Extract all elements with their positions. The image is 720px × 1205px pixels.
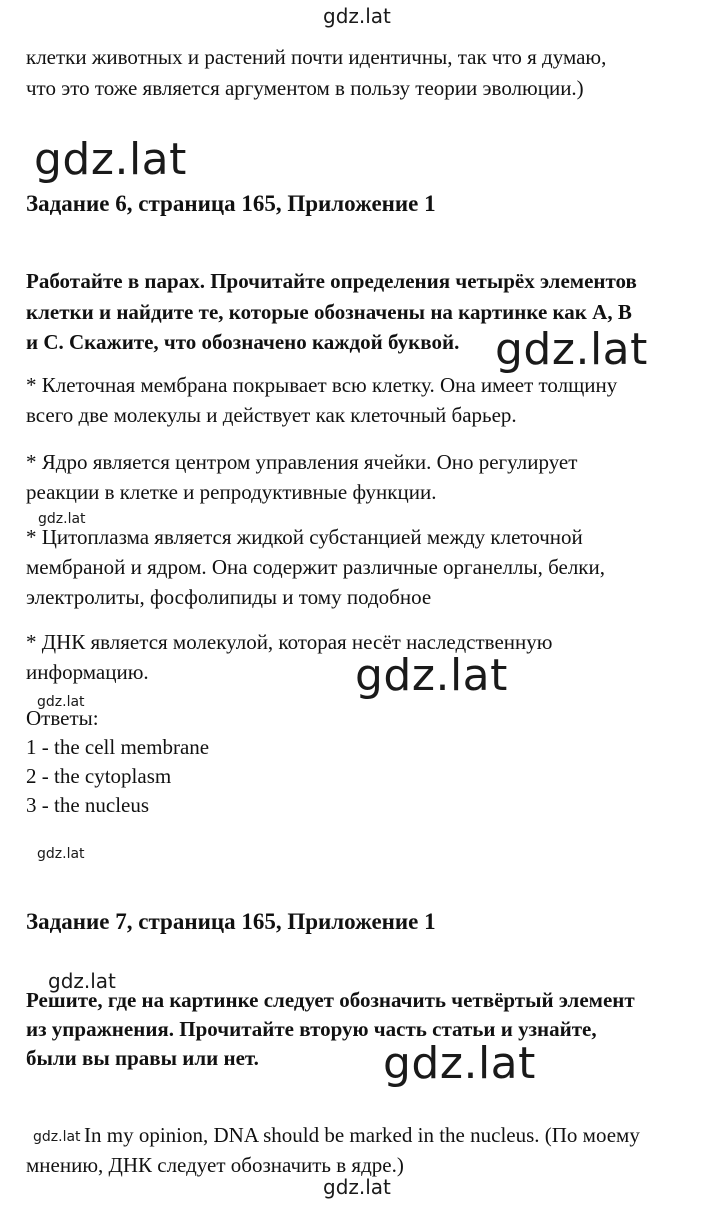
definition-line: * ДНК является молекулой, которая несёт наследственную xyxy=(26,630,553,654)
answers-label: Ответы: xyxy=(26,706,99,730)
watermark-large: gdz.lat xyxy=(383,1038,536,1089)
watermark-bottom: gdz.lat xyxy=(323,1175,391,1199)
task6-heading: Задание 6, страница 165, Приложение 1 xyxy=(26,191,436,216)
watermark-small: gdz.lat xyxy=(38,511,86,527)
task7-instruction-line: из упражнения. Прочитайте вторую часть статьи и узнайте, xyxy=(26,1017,597,1041)
task7-heading: Задание 7, страница 165, Приложение 1 xyxy=(26,909,436,934)
definition-line: мембраной и ядром. Она содержит различные органеллы, белки, xyxy=(26,555,605,579)
watermark-top: gdz.lat xyxy=(323,4,391,28)
watermark-large: gdz.lat xyxy=(34,134,187,185)
definition-line: всего две молекулы и действует как клеточный барьер. xyxy=(26,403,517,427)
answer-item: 3 - the nucleus xyxy=(26,793,150,817)
answer-item: 2 - the cytoplasm xyxy=(26,764,172,788)
intro-line: клетки животных и растений почти идентичны, так что я думаю, xyxy=(26,45,607,69)
watermark-large: gdz.lat xyxy=(355,650,508,701)
task7-instruction-line: были вы правы или нет. xyxy=(26,1046,259,1070)
watermark-small: gdz.lat xyxy=(33,1129,81,1145)
watermark-small: gdz.lat xyxy=(37,846,85,862)
definition-line: * Цитоплазма является жидкой субстанцией между клеточной xyxy=(26,525,583,549)
task7-answer-line: In my opinion, DNA should be marked in the nucleus. (По моему xyxy=(84,1123,640,1147)
task7-answer-line: мнению, ДНК следует обозначить в ядре.) xyxy=(26,1153,404,1177)
watermark-small: gdz.lat xyxy=(37,694,85,710)
watermark-small: gdz.lat xyxy=(48,969,116,993)
watermark-large: gdz.lat xyxy=(495,324,648,375)
task7-instruction-line: Решите, где на картинке следует обозначить четвёртый элемент xyxy=(26,988,635,1012)
task6-instruction-line: клетки и найдите те, которые обозначены на картинке как А, В xyxy=(26,300,632,324)
task6-instruction-line: Работайте в парах. Прочитайте определения четырёх элементов xyxy=(26,269,637,293)
intro-line: что это тоже является аргументом в пользу теории эволюции.) xyxy=(26,76,584,100)
definition-line: информацию. xyxy=(26,660,149,684)
definition-line: * Ядро является центром управления ячейки. Оно регулирует xyxy=(26,450,578,474)
definition-line: электролиты, фосфолипиды и тому подобное xyxy=(26,585,432,609)
task6-instruction-line: и С. Скажите, что обозначено каждой буквой. xyxy=(26,330,460,354)
definition-line: реакции в клетке и репродуктивные функции. xyxy=(26,480,437,504)
answer-item: 1 - the cell membrane xyxy=(26,735,210,759)
definition-line: * Клеточная мембрана покрывает всю клетку. Она имеет толщину xyxy=(26,373,618,397)
